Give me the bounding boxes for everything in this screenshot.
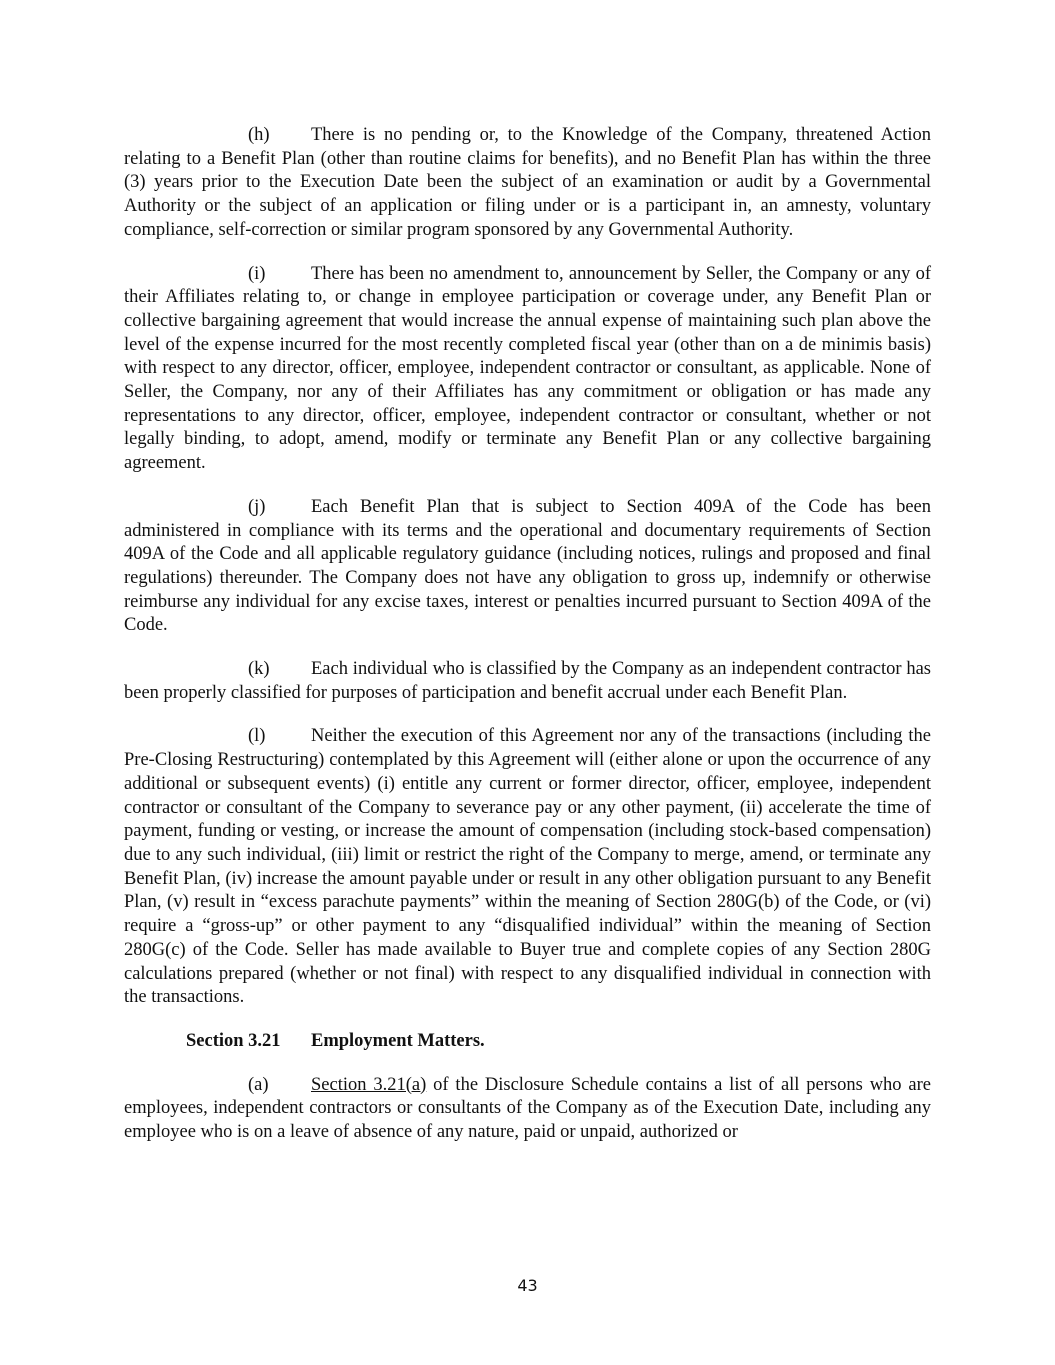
paragraph-label: (l) [248,726,266,747]
section-heading [186,1030,931,1054]
paragraph-text: Each Benefit Plan that is subject to Section 409A of the Code has been administered in compliance with its terms and the operational and documentary requirements of Section 409A of the Code and all applicable regulatory guidance (including notices, rulings and proposed and final regulations) thereunder. The Company does not have any obligation to gross up, indemnify or otherwise reimburse any individual for any excise taxes, interest or penalties incurred pursuant to Section 409A of the Code. [124,496,931,636]
paragraph-l [124,725,931,1009]
paragraph-text: Neither the execution of this Agreement nor any of the transactions (including the Pre-Closing Restructuring) contemplated by this Agreement will (either alone or upon the occurrence of any additional or subsequent events) (i) entitle any current or former director, officer, employee, independent contractor or consultant of the Company to severance pay or any other payment, (ii) accelerate the time of payment, funding or vesting, or increase the amount of compensation (including stock-based compensation) due to any such individual, (iii) limit or restrict the right of the Company to merge, amend, or terminate any Benefit Plan, (iv) increase the amount payable under or result in any other obligation pursuant to any Benefit Plan, (v) result in “excess parachute payments” within the meaning of Section 280G(b) of the Code, or (vi) require a “gross-up” or other payment to any “disqualified individual” within the meaning of Section 280G(c) of the Code. Seller has made available to Buyer true and complete copies of any Section 280G calculations prepared (whether or not final) with respect to any disqualified individual in connection with the transactions. [124,726,931,1008]
paragraph-text: There is no pending or, to the Knowledge of the Company, threatened Action relating to a Benefit Plan (other than routine claims for benefits), and no Benefit Plan has within the three (3) years prior to the Execution Date been the subject of an examination or audit by a Governmental Authority or the subject of an application or filing under or is a participant in, an amnesty, voluntary compliance, self-correction or similar program sponsored by any Governmental Authority. [124,125,931,240]
paragraph-label: (j) [248,496,266,517]
paragraph-text: of the Disclosure Schedule contains a list of all persons who are employees, independent contractors or consultants of the Company as of the Execution Date, including any employee who is on a leave of absence of any nature, paid or unpaid, authorized or [124,1074,932,1143]
paragraph-a [124,1074,931,1145]
paragraph-label: (i) [248,263,266,284]
paragraph-label: (h) [248,125,270,145]
section-reference-link: Section 3.21(a) [311,1074,427,1095]
paragraph-label: (a) [248,1074,269,1095]
paragraph-text: Each individual who is classified by the Company as an independent contractor has been properly classified for purposes of participation and benefit accrual under each Benefit Plan. [124,659,931,703]
paragraph-k [124,658,931,705]
section-number: Section 3.21 [186,1030,281,1051]
paragraph-text: There has been no amendment to, announcement by Seller, the Company or any of their Affiliates relating to, or change in employee participation or coverage under, any Benefit Plan or collective bargaining agreement that would increase the annual expense of maintaining such plan above the level of the expense incurred for the most recently completed fiscal year (other than on a de minimis basis) with respect to any director, officer, employee, independent contractor or consultant, as applicable. None of Seller, the Company, nor any of their Affiliates has any commitment or obligation or has made any representations to any director, officer, employee, independent contractor or consultant, whether or not legally binding, to adopt, amend, modify or terminate any Benefit Plan or any collective bargaining agreement. [124,263,931,474]
paragraph-label: (k) [248,659,270,680]
paragraph-j [124,496,931,638]
page-number: 43 [517,1276,538,1295]
document-page [124,124,931,1165]
paragraph-h [124,124,931,243]
section-title: Employment Matters. [311,1030,485,1051]
paragraph-i [124,263,931,476]
